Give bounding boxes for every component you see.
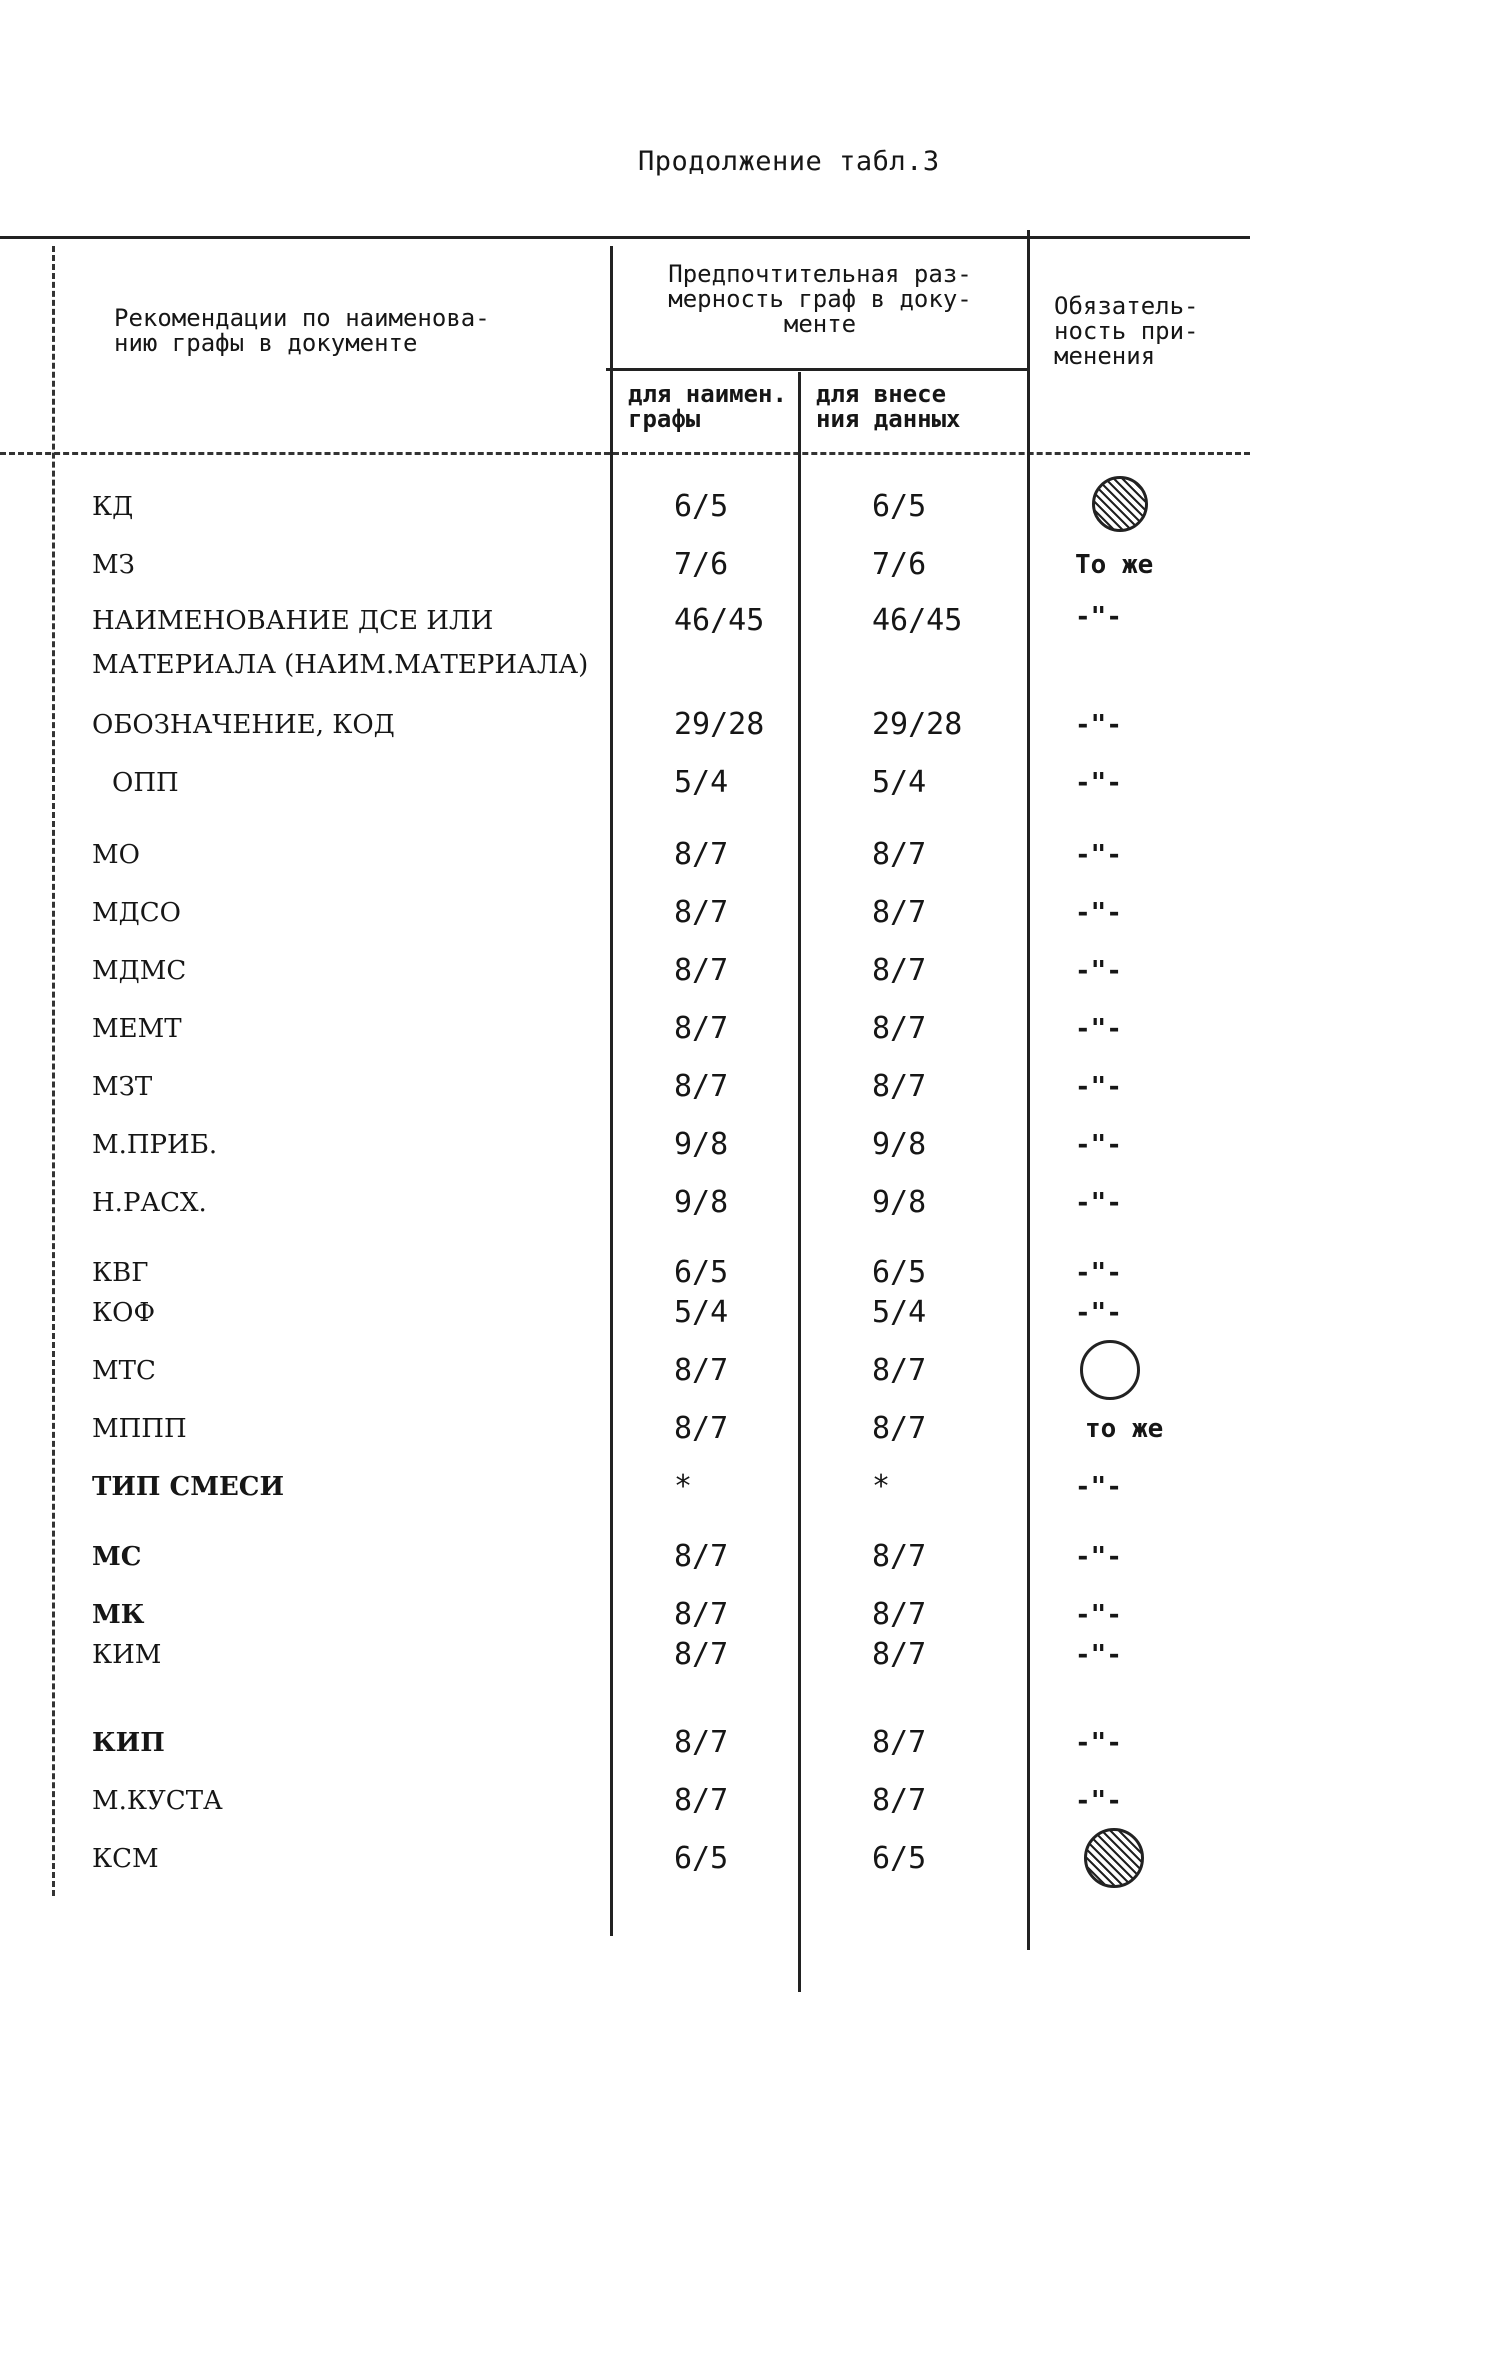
row-name: Н.РАСХ. [92, 1188, 207, 1218]
row-value-name-column: 46/45 [674, 603, 765, 638]
row-value-data-column: 9/8 [872, 1185, 927, 1220]
header-bottom-rule [0, 452, 1250, 455]
row-value-name-column: 9/8 [674, 1185, 729, 1220]
row-mandatory: -"- [1075, 602, 1122, 632]
row-value-name-column: 9/8 [674, 1127, 729, 1162]
row-value-data-column: 6/5 [872, 1841, 927, 1876]
row-mandatory: -"- [1075, 1298, 1122, 1328]
row-mandatory: -"- [1075, 1472, 1122, 1502]
row-name: КИП [92, 1728, 165, 1758]
row-name: МДСО [92, 898, 181, 928]
row-mandatory: -"- [1075, 1072, 1122, 1102]
row-value-name-column: 5/4 [674, 1295, 729, 1330]
row-mandatory: -"- [1075, 768, 1122, 798]
row-name: КИМ [92, 1640, 162, 1670]
row-value-data-column: 8/7 [872, 1353, 927, 1388]
row-value-name-column: 8/7 [674, 1411, 729, 1446]
row-mandatory: То же [1075, 550, 1154, 580]
row-value-name-column: 7/6 [674, 547, 729, 582]
row-mandatory: -"- [1075, 1188, 1122, 1218]
row-value-name-column: * [674, 1469, 693, 1504]
row-name: КВГ [92, 1258, 149, 1288]
row-name: МТС [92, 1356, 156, 1386]
row-value-name-column: 6/5 [674, 1255, 729, 1290]
table-caption: Продолжение табл.3 [638, 146, 940, 177]
row-value-data-column: 8/7 [872, 1011, 927, 1046]
row-name: КСМ [92, 1844, 159, 1874]
row-name: МППП [92, 1414, 187, 1444]
row-mandatory: -"- [1075, 1014, 1122, 1044]
row-mandatory: -"- [1075, 1786, 1122, 1816]
row-value-name-column: 8/7 [674, 1783, 729, 1818]
row-value-data-column: 8/7 [872, 1411, 927, 1446]
row-mandatory: -"- [1075, 956, 1122, 986]
row-value-name-column: 8/7 [674, 837, 729, 872]
header-preferred-dimension: Предпочтительная раз- мерность граф в доку- менте [668, 260, 972, 338]
row-name: ТИП СМЕСИ [92, 1472, 285, 1502]
column-divider-1 [610, 246, 613, 1936]
row-value-data-column: 8/7 [872, 895, 927, 930]
row-value-data-column: 9/8 [872, 1127, 927, 1162]
row-value-name-column: 5/4 [674, 765, 729, 800]
row-name-continuation: МАТЕРИАЛА (НАИМ.МАТЕРИАЛА) [92, 650, 589, 680]
header-for-column-name: для наимен. графы [628, 380, 787, 433]
row-value-name-column: 8/7 [674, 895, 729, 930]
row-mandatory: -"- [1075, 1542, 1122, 1572]
row-name: М.ПРИБ. [92, 1130, 218, 1160]
row-value-data-column: 46/45 [872, 603, 963, 638]
row-mandatory: -"- [1075, 1728, 1122, 1758]
row-value-name-column: 8/7 [674, 1353, 729, 1388]
row-mandatory: -"- [1075, 840, 1122, 870]
row-value-name-column: 8/7 [674, 1069, 729, 1104]
row-mandatory: -"- [1075, 1258, 1122, 1288]
row-value-name-column: 8/7 [674, 1637, 729, 1672]
table-left-border [52, 246, 55, 1896]
row-value-data-column: 5/4 [872, 1295, 927, 1330]
row-value-name-column: 29/28 [674, 707, 765, 742]
row-name: КД [92, 492, 134, 522]
row-value-data-column: 7/6 [872, 547, 927, 582]
row-value-data-column: 6/5 [872, 1255, 927, 1290]
row-name: МДМС [92, 956, 187, 986]
column-divider-3 [1027, 230, 1030, 1950]
row-value-name-column: 6/5 [674, 489, 729, 524]
row-value-data-column: 8/7 [872, 1069, 927, 1104]
row-value-data-column: 8/7 [872, 1725, 927, 1760]
header-for-data-entry: для внесе ния данных [816, 380, 961, 433]
row-value-data-column: 8/7 [872, 953, 927, 988]
hatched-circle-icon [1084, 1828, 1144, 1888]
row-name: МЗТ [92, 1072, 153, 1102]
row-name: КОФ [92, 1298, 156, 1328]
row-value-data-column: 29/28 [872, 707, 963, 742]
row-value-name-column: 8/7 [674, 1725, 729, 1760]
row-mandatory: -"- [1075, 898, 1122, 928]
row-value-name-column: 8/7 [674, 1011, 729, 1046]
row-value-data-column: * [872, 1469, 891, 1504]
table-top-rule [0, 236, 1250, 239]
row-value-data-column: 8/7 [872, 1539, 927, 1574]
row-mandatory: -"- [1075, 1130, 1122, 1160]
row-value-data-column: 8/7 [872, 837, 927, 872]
row-value-data-column: 6/5 [872, 489, 927, 524]
header-mandatory-use: Обязатель- ность при- менения [1054, 292, 1199, 370]
row-value-data-column: 5/4 [872, 765, 927, 800]
row-name: МО [92, 840, 140, 870]
row-mandatory: то же [1085, 1414, 1164, 1444]
row-name: МК [92, 1600, 145, 1630]
subheader-rule [606, 368, 1030, 371]
row-value-name-column: 6/5 [674, 1841, 729, 1876]
row-name: МЗ [92, 550, 135, 580]
row-value-data-column: 8/7 [872, 1597, 927, 1632]
row-value-name-column: 8/7 [674, 1597, 729, 1632]
row-name: ОБОЗНАЧЕНИЕ, КОД [92, 710, 395, 740]
row-name: М.КУСТА [92, 1786, 223, 1816]
row-name: МЕМТ [92, 1014, 182, 1044]
row-name: НАИМЕНОВАНИЕ ДСЕ ИЛИ [92, 606, 494, 636]
row-mandatory: -"- [1075, 1640, 1122, 1670]
row-value-name-column: 8/7 [674, 953, 729, 988]
row-mandatory: -"- [1075, 1600, 1122, 1630]
row-name: МС [92, 1542, 142, 1572]
row-value-data-column: 8/7 [872, 1783, 927, 1818]
empty-circle-icon [1080, 1340, 1140, 1400]
row-mandatory: -"- [1075, 710, 1122, 740]
row-value-name-column: 8/7 [674, 1539, 729, 1574]
header-recommendations: Рекомендации по наименова- нию графы в документе [114, 304, 490, 357]
row-name: ОПП [112, 768, 179, 798]
row-value-data-column: 8/7 [872, 1637, 927, 1672]
hatched-circle-icon [1092, 476, 1148, 532]
